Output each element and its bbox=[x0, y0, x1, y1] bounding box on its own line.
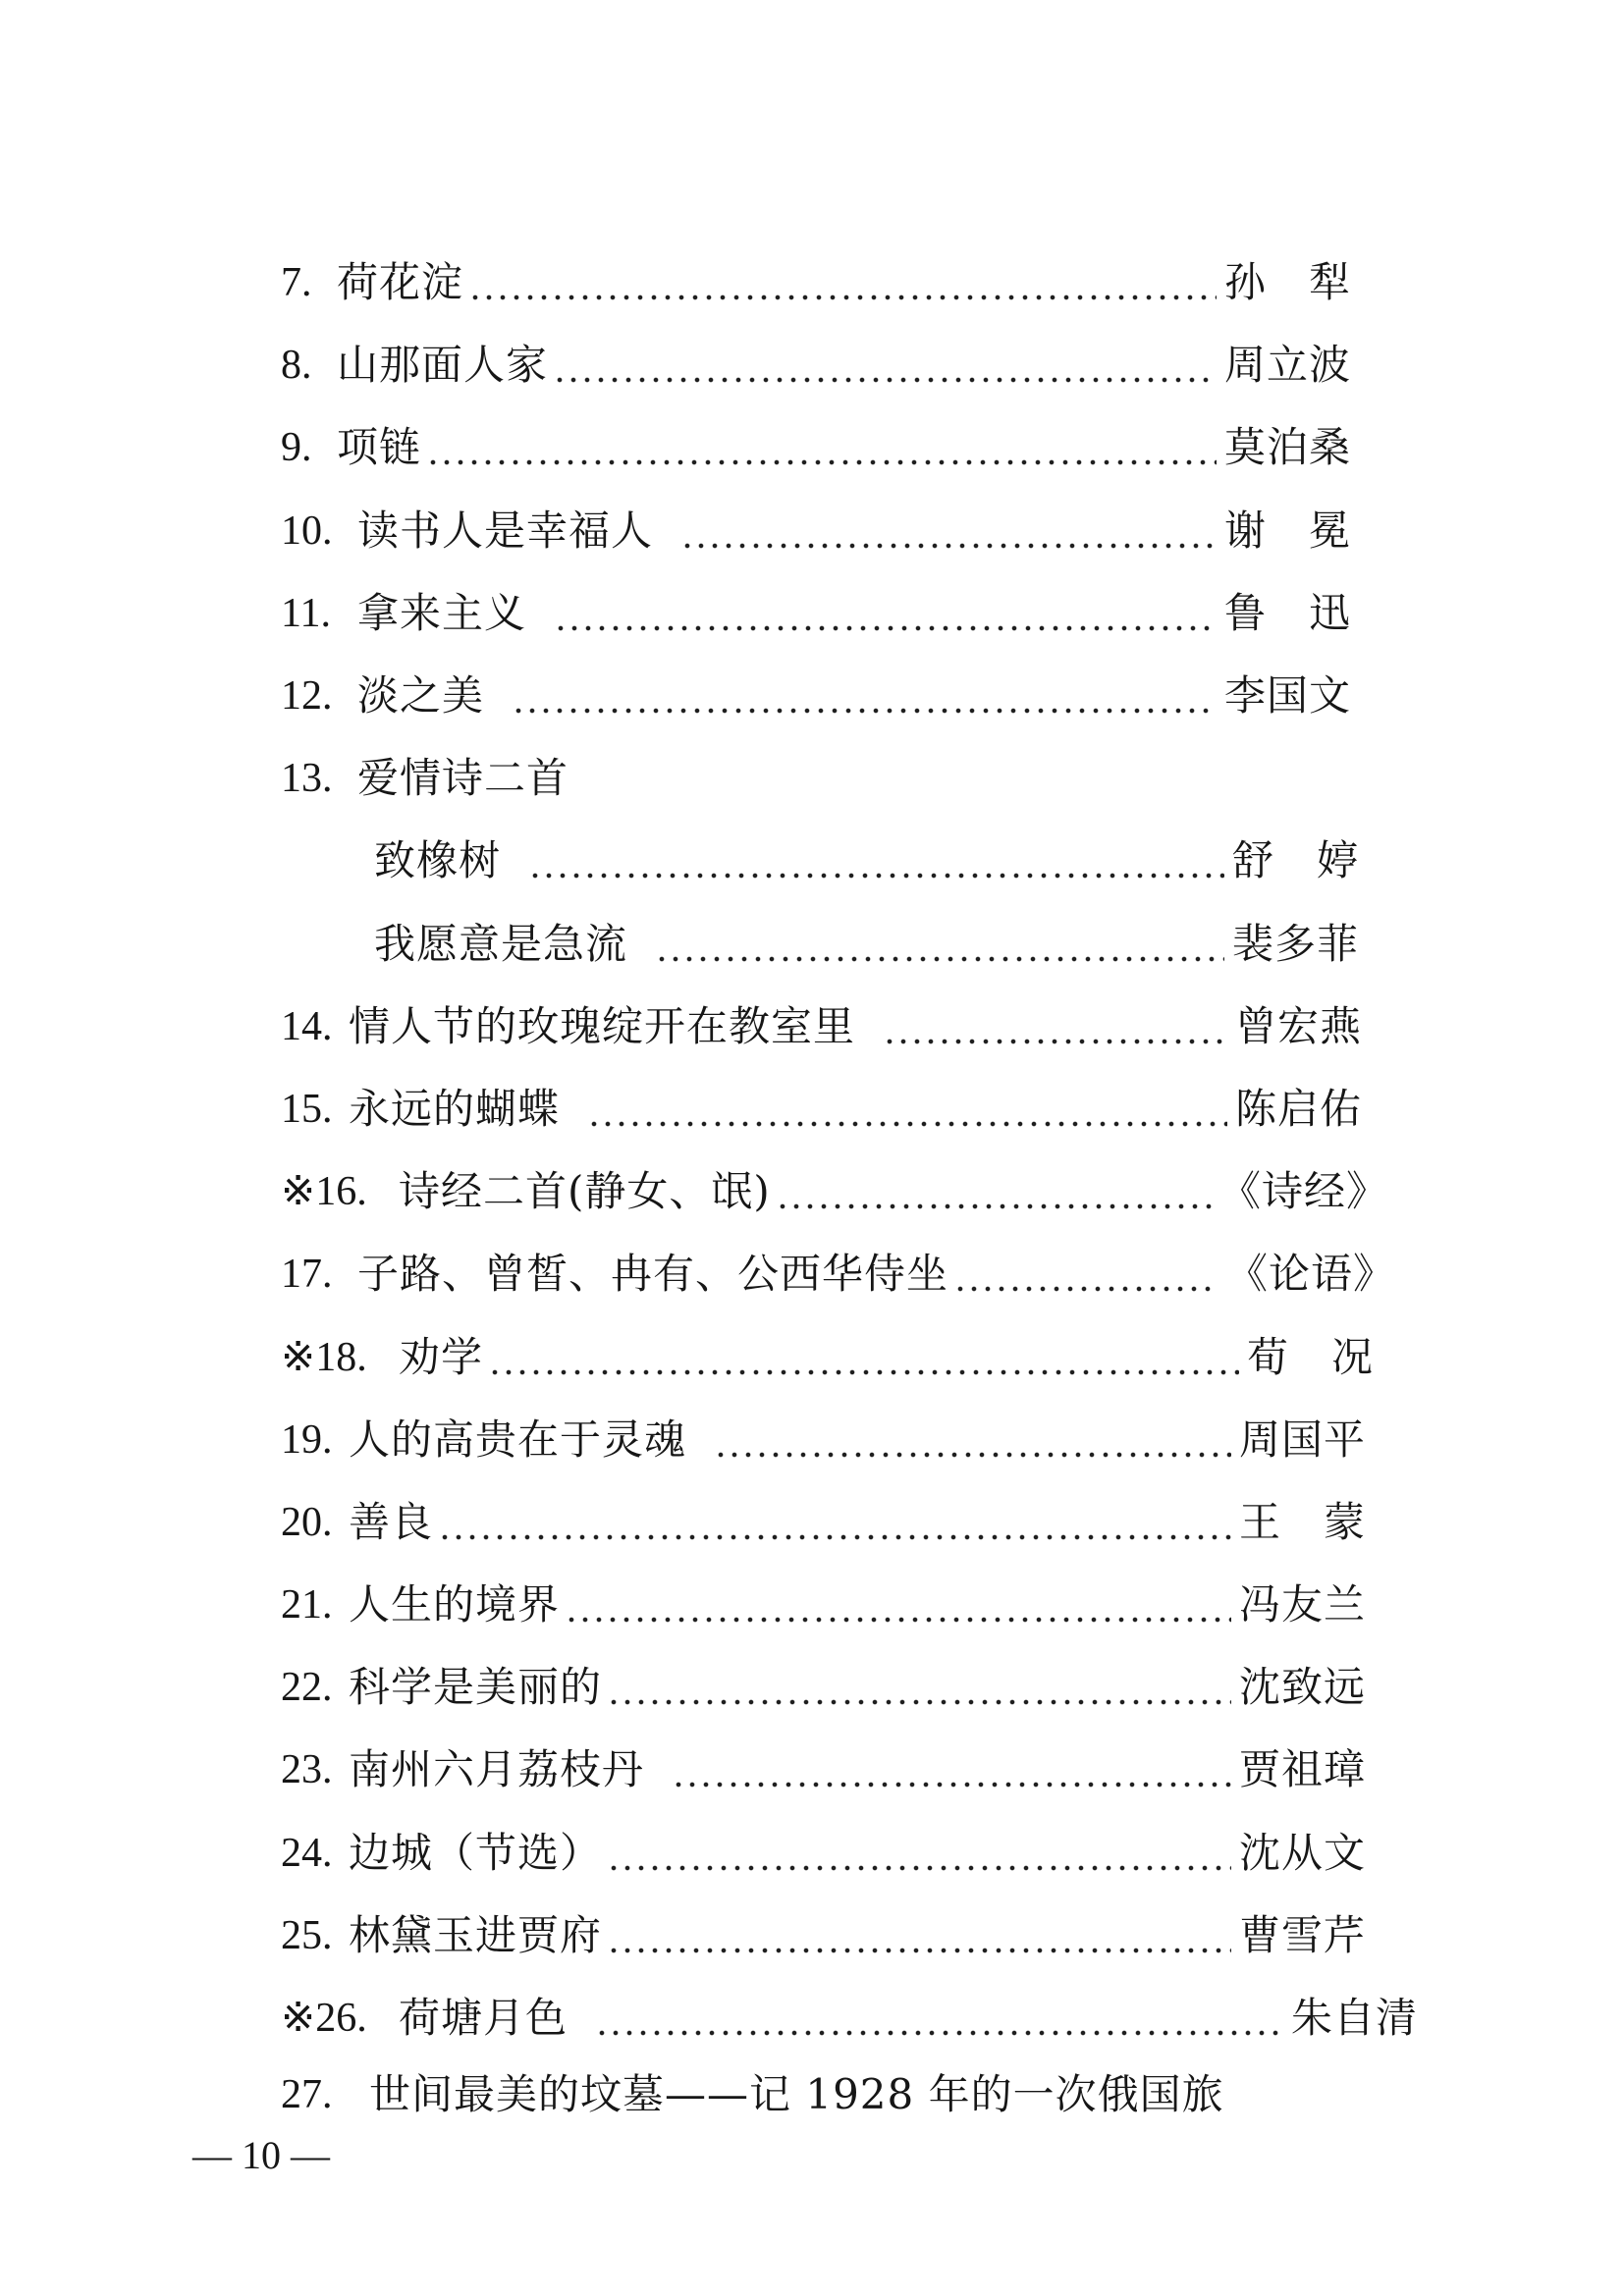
entry-number: 19. bbox=[281, 1416, 333, 1463]
entry-number: ※18. bbox=[281, 1334, 367, 1380]
entry-title: 永远的蝴蝶 bbox=[349, 1084, 561, 1133]
toc-entry bbox=[281, 241, 1351, 324]
dot-leader bbox=[587, 1068, 1227, 1150]
toc-entry bbox=[281, 1812, 1366, 1895]
entry-title: 人的高贵在于灵魂 bbox=[349, 1415, 687, 1464]
entry-number: 25. bbox=[281, 1912, 333, 1958]
entry-author: 《论语》 bbox=[1225, 1250, 1395, 1299]
entry-number: 7. bbox=[281, 260, 312, 306]
entry-number: 27. bbox=[281, 2072, 333, 2118]
dot-leader bbox=[488, 1316, 1239, 1399]
toc-entry bbox=[281, 986, 1362, 1068]
toc-entry bbox=[281, 737, 1418, 820]
dot-leader bbox=[672, 1729, 1231, 1811]
entry-author: 周立波 bbox=[1223, 341, 1351, 390]
dot-leader bbox=[680, 490, 1217, 572]
toc-entry bbox=[281, 406, 1351, 489]
toc-entry bbox=[281, 1646, 1366, 1729]
entry-author: 孙 犁 bbox=[1223, 258, 1351, 307]
toc-subentry bbox=[281, 903, 1359, 986]
entry-author: 舒 婷 bbox=[1231, 836, 1359, 885]
entry-title: 诗经二首(静女、氓) bbox=[399, 1167, 771, 1216]
entry-author: 《诗经》 bbox=[1218, 1167, 1388, 1216]
entry-title: 林黛玉进贾府 bbox=[349, 1910, 603, 1959]
entry-title: 南州六月荔枝丹 bbox=[349, 1745, 645, 1794]
toc-entry bbox=[281, 572, 1351, 655]
entry-author: 曾宏燕 bbox=[1234, 1001, 1362, 1050]
toc-entry bbox=[281, 1399, 1366, 1481]
entry-title: 劝学 bbox=[399, 1332, 484, 1381]
entry-title: 爱情诗二首 bbox=[357, 754, 569, 803]
dot-leader bbox=[438, 1481, 1231, 1564]
entry-number: 8. bbox=[281, 343, 312, 389]
entry-title: 淡之美 bbox=[357, 671, 485, 721]
entry-title: 边城（节选） bbox=[349, 1828, 603, 1877]
toc-entry bbox=[281, 1564, 1366, 1646]
entry-author: 贾祖璋 bbox=[1238, 1745, 1366, 1794]
entry-number: 22. bbox=[281, 1665, 333, 1711]
entry-author: 王 蒙 bbox=[1238, 1497, 1366, 1546]
entry-title: 项链 bbox=[337, 423, 422, 472]
entry-author: 裴多菲 bbox=[1231, 919, 1359, 968]
entry-title: 子路、曾皙、冉有、公西华侍坐 bbox=[357, 1250, 949, 1299]
dot-leader bbox=[607, 1812, 1231, 1895]
dot-leader bbox=[528, 820, 1224, 902]
entry-number: 17. bbox=[281, 1252, 333, 1298]
dot-leader bbox=[468, 241, 1217, 324]
entry-author: 曹雪芹 bbox=[1238, 1910, 1366, 1959]
toc-entry bbox=[281, 1481, 1366, 1564]
toc-subentry bbox=[281, 820, 1359, 902]
dot-leader bbox=[607, 1895, 1231, 1977]
entry-author: 李国文 bbox=[1223, 671, 1351, 721]
dot-leader bbox=[607, 1646, 1231, 1729]
entry-author: 周国平 bbox=[1238, 1415, 1366, 1464]
dot-leader bbox=[776, 1150, 1212, 1233]
toc-entry bbox=[281, 1977, 1418, 2059]
entry-title: 致橡树 bbox=[374, 836, 502, 885]
entry-number: 21. bbox=[281, 1582, 333, 1629]
entry-number: 10. bbox=[281, 507, 333, 554]
entry-author: 沈从文 bbox=[1238, 1828, 1366, 1877]
toc-entry bbox=[281, 1150, 1388, 1233]
entry-number: ※16. bbox=[281, 1169, 367, 1215]
entry-author: 朱自清 bbox=[1290, 1994, 1418, 2043]
table-of-contents bbox=[281, 241, 1418, 2136]
entry-number: 15. bbox=[281, 1086, 333, 1132]
toc-entry bbox=[281, 655, 1351, 737]
entry-title: 世间最美的坟墓——记 1928 年的一次俄国旅 bbox=[369, 2070, 1224, 2119]
dot-leader bbox=[512, 655, 1217, 737]
entry-title: 山那面人家 bbox=[337, 341, 549, 390]
dot-leader bbox=[953, 1233, 1218, 1315]
entry-title: 善良 bbox=[349, 1497, 434, 1546]
entry-number: 13. bbox=[281, 756, 333, 802]
toc-entry bbox=[281, 324, 1351, 406]
entry-number: ※26. bbox=[281, 1996, 367, 2042]
dot-leader bbox=[554, 572, 1217, 655]
entry-number: 12. bbox=[281, 673, 333, 720]
dot-leader bbox=[714, 1399, 1231, 1481]
entry-title: 科学是美丽的 bbox=[349, 1663, 603, 1712]
entry-author: 沈致远 bbox=[1238, 1663, 1366, 1712]
dot-leader bbox=[553, 324, 1217, 406]
entry-number: 23. bbox=[281, 1747, 333, 1793]
entry-number: 11. bbox=[281, 590, 331, 636]
entry-title: 读书人是幸福人 bbox=[357, 506, 654, 555]
dot-leader bbox=[655, 903, 1224, 986]
dot-leader bbox=[426, 406, 1217, 489]
entry-author: 鲁 迅 bbox=[1223, 588, 1351, 637]
dot-leader bbox=[883, 986, 1227, 1068]
toc-entry bbox=[281, 1895, 1366, 1977]
page-number: — 10 — bbox=[192, 2133, 330, 2177]
toc-entry bbox=[281, 1068, 1362, 1150]
toc-entry bbox=[281, 2054, 1418, 2136]
toc-entry bbox=[281, 1233, 1395, 1315]
entry-author: 冯友兰 bbox=[1238, 1580, 1366, 1629]
entry-author: 荀 况 bbox=[1246, 1332, 1374, 1381]
entry-author: 谢 冕 bbox=[1223, 506, 1351, 555]
toc-entry bbox=[281, 490, 1351, 572]
dot-leader bbox=[565, 1564, 1231, 1646]
entry-title: 荷花淀 bbox=[337, 258, 464, 307]
toc-entry bbox=[281, 1315, 1374, 1398]
entry-number: 14. bbox=[281, 1003, 333, 1049]
entry-title: 情人节的玫瑰绽开在教室里 bbox=[349, 1001, 856, 1050]
entry-number: 9. bbox=[281, 425, 312, 471]
entry-number: 20. bbox=[281, 1499, 333, 1545]
toc-entry bbox=[281, 1729, 1366, 1811]
entry-title: 荷塘月色 bbox=[399, 1994, 568, 2043]
entry-title: 拿来主义 bbox=[357, 588, 527, 637]
entry-title: 人生的境界 bbox=[349, 1580, 561, 1629]
entry-number: 24. bbox=[281, 1830, 333, 1876]
entry-title: 我愿意是急流 bbox=[374, 919, 628, 968]
dot-leader bbox=[595, 1977, 1283, 2059]
entry-author: 莫泊桑 bbox=[1223, 423, 1351, 472]
entry-author: 陈启佑 bbox=[1234, 1084, 1362, 1133]
